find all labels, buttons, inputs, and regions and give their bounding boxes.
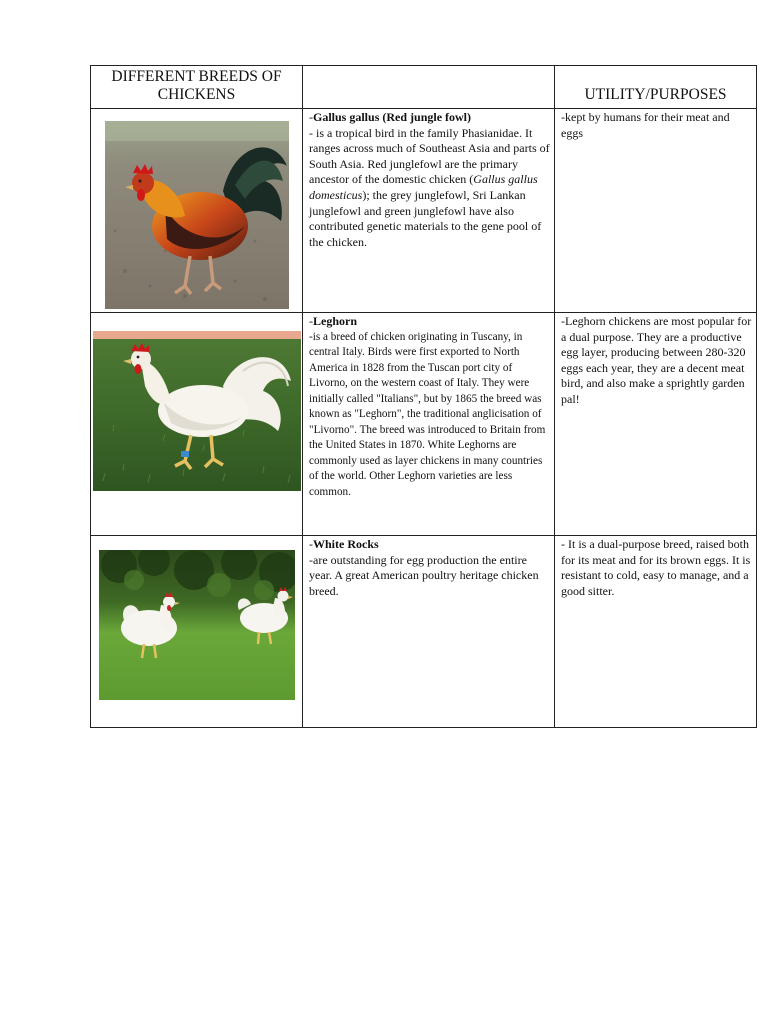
breed-utility-cell bbox=[555, 109, 757, 313]
header-utility-title: UTILITY/PURPOSES bbox=[584, 86, 727, 103]
breed-utility: -Leghorn chickens are most popular for a dual purpose. They are a productive egg layer, producing between 280-320 eggs each year, they are a decent meat bird, and also make a sprightly garden pal! bbox=[561, 314, 752, 406]
breed-image-cell bbox=[91, 313, 303, 536]
breed-description: -Gallus gallus (Red jungle fowl) - is a tropical bird in the family Phasianidae. It ranges across much of Southeast Asia and parts of South Asia. Red junglefowl are the primary ancestor of the domestic chicken (Gallus gallus domesticus); the grey junglefowl, Sri Lankan junglefowl and green junglefowl have also contributed genetic materials to the gene pool of the chicken. bbox=[309, 110, 550, 249]
red-rooster-photo bbox=[105, 121, 289, 309]
breed-utility: -kept by humans for their meat and eggs bbox=[561, 110, 730, 140]
breed-description: -White Rocks -are outstanding for egg production the entire year. A great American poultry heritage chicken breed. bbox=[309, 537, 539, 598]
breed-utility-cell bbox=[555, 313, 757, 536]
white-leghorn-rooster-photo-icon bbox=[93, 331, 301, 491]
header-utility-cell bbox=[555, 66, 757, 109]
red-rooster-photo-icon bbox=[105, 121, 289, 309]
breed-name: Gallus gallus (Red jungle fowl) bbox=[313, 110, 472, 124]
header-breeds-cell bbox=[91, 66, 303, 109]
white-leghorn-rooster-photo bbox=[93, 331, 301, 491]
breed-description-cell bbox=[303, 109, 555, 313]
breed-description-cell bbox=[303, 536, 555, 728]
breed-utility-cell bbox=[555, 536, 757, 728]
white-rock-chickens-photo-icon bbox=[99, 550, 295, 700]
header-breeds-title: DIFFERENT BREEDS OF CHICKENS bbox=[111, 68, 282, 103]
table-row bbox=[91, 109, 757, 313]
table-row bbox=[91, 313, 757, 536]
breed-name: Leghorn bbox=[313, 314, 358, 328]
chicken-breeds-table bbox=[90, 65, 757, 728]
header-description-cell bbox=[303, 66, 555, 109]
breed-description: -Leghorn -is a breed of chicken originating in Tuscany, in central Italy. Birds were first exported to North America in 1828 from the Tuscan port city of Livorno, on the western coast of Italy. They were initially called "Italians", but by 1865 the breed was known as "Leghorn", the traditional anglicisation of "Livorno". The breed was introduced to Britain from the United States in 1870. White Leghorns are commonly used as layer chickens in many countries of the world. Other Leghorn varieties are less common. bbox=[309, 314, 546, 498]
table-row bbox=[91, 536, 757, 728]
breed-utility: - It is a dual-purpose breed, raised both for its meat and for its brown eggs. It is resistant to cold, easy to manage, and a good sitter. bbox=[561, 537, 751, 598]
breed-name: White Rocks bbox=[313, 537, 379, 551]
breed-description-cell bbox=[303, 313, 555, 536]
breed-image-cell bbox=[91, 109, 303, 313]
breed-image-cell bbox=[91, 536, 303, 728]
table-header-row bbox=[91, 66, 757, 109]
white-rock-chickens-photo bbox=[99, 550, 295, 700]
